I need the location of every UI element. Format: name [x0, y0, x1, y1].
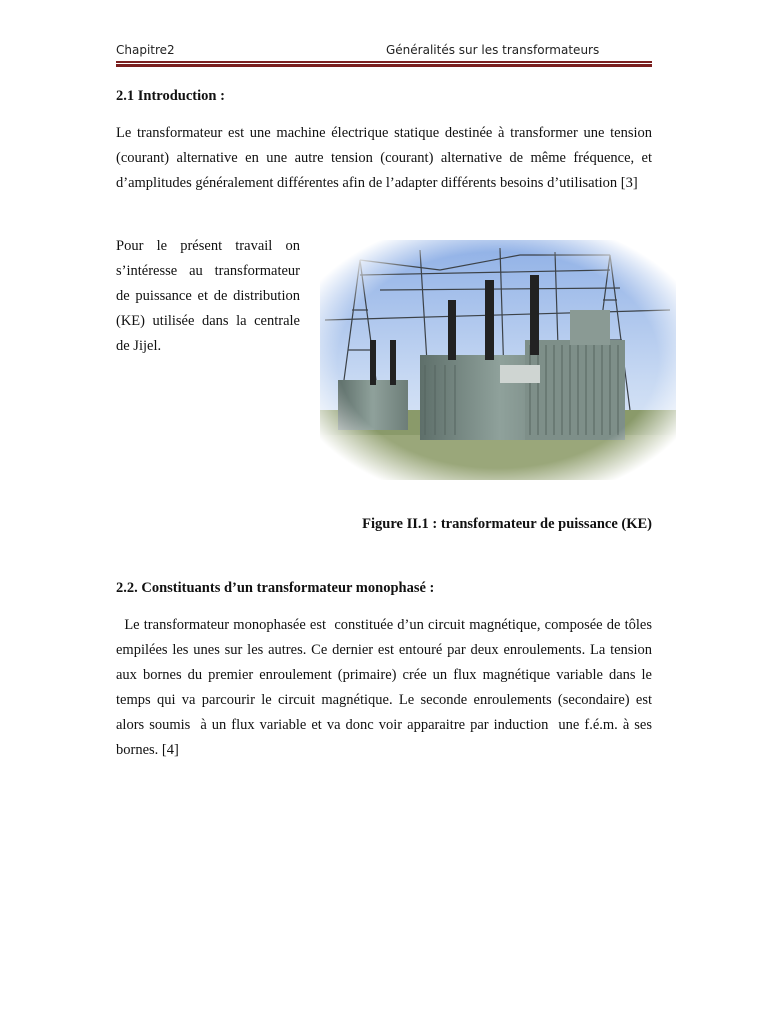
section-heading-constituents: 2.2. Constituants d’un transformateur monophasé :: [116, 580, 435, 596]
chapter-label: Chapitre2: [116, 43, 175, 57]
intro-paragraph: Le transformateur est une machine électrique statique destinée à transformer une tension (courant) alternative en une autre tension (courant) alternative de même fréquence, et d’amplitudes généralement différentes afin de l’adapter différents besoins d’utilisation [3]: [116, 125, 652, 191]
page-header: [116, 43, 652, 59]
constituents-paragraph: Le transformateur monophasée est constituée d’un circuit magnétique, composée de tôles empilées les unes sur les autres. Ce dernier est entouré par deux enroulements. La tension aux bornes du premier enroulement (primaire) crée un flux magnétique variable dans le temps qui va parcourir le circuit magnétique. Le seconde enroulements (secondaire) est alors soumis à un flux variable et va donc voir apparaitre par induction une f.é.m. à ses bornes. [4]: [116, 617, 656, 758]
figure-caption: Figure II.1 : transformateur de puissance (KE): [362, 516, 652, 532]
chapter-title: Généralités sur les transformateurs: [386, 43, 600, 57]
study-paragraph: Pour le présent travail on s’intéresse au transformateur de puissance et de distribution (KE) utilisée dans la centrale de Jijel.: [116, 238, 300, 354]
header-rule-thick: [116, 64, 652, 67]
header-rule-thin: [116, 61, 652, 63]
section-heading-introduction: 2.1 Introduction :: [116, 88, 225, 104]
transformer-photo: [320, 240, 676, 480]
